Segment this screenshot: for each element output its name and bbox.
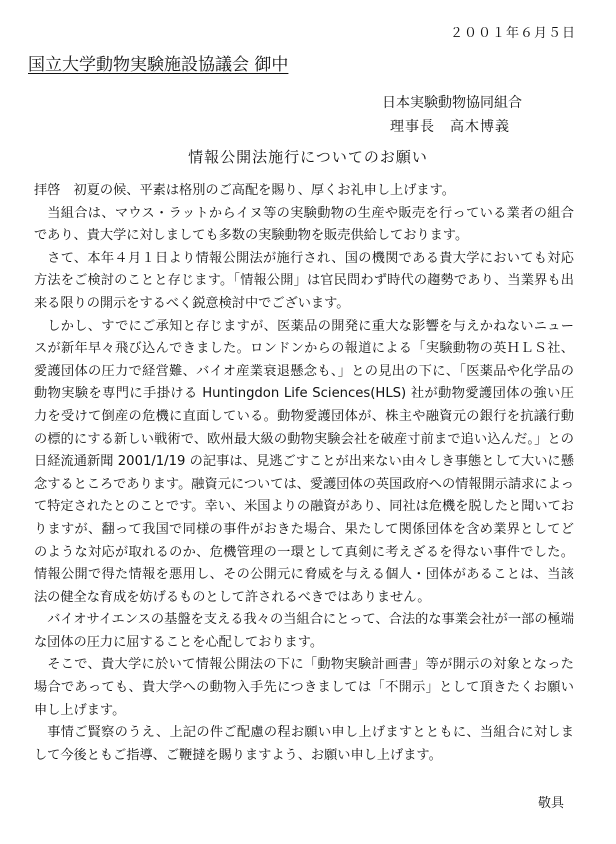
body-paragraph: 事情ご賢察のうえ、上記の件ご配慮の程お願い申し上げますとともに、当組合に対しまして今後ともご指導、ご鞭撻を賜りますよう、お願い申し上げます。: [34, 725, 574, 763]
letter-body: [34, 180, 574, 767]
letter-subject: 情報公開法施行についてのお願い: [188, 148, 428, 166]
letter-date: ２００１年６月５日: [449, 26, 576, 41]
letter-closing: 敬具: [537, 796, 564, 811]
body-paragraph: 拝啓 初夏の候、平素は格別のご高配を賜り、厚くお礼申し上げます。: [34, 183, 455, 198]
letter-addressee: 国立大学動物実験施設協議会 御中: [28, 55, 289, 75]
sender-title-name: 理事長 高木博義: [390, 119, 510, 135]
body-paragraph: しかし、すでにご承知と存じますが、医薬品の開発に重大な影響を与えかねないニュースが新年早々飛び込んできました。ロンドンからの報道による「実験動物の英ＨＬＳ社、愛護団体の圧力で経営難、バイオ産業衰退懸念も、」との見出の下に、「医薬品や化学品の動物実験を専門に手掛ける Huntingdon Life Sciences(HLS) 社が動物愛護団体の強い圧力を受けて倒産の危機に直面している。動物愛護団体が、株主や融資元の銀行を抗議行動の標的にする新しい戦術で、欧州最大級の動物実験会社を破産寸前まで追い込んだ。」との日経流通新聞 2001/1/19 の記事は、見逃ごすことが出来ない由々しき事態として大いに懸念するところであります。融資元については、愛護団体の英国政府への情報開示請求によって特定されたとのことです。幸い、米国よりの融資があり、同社は危機を脱したと聞いておりますが、翻って我国で同様の事件がおきた場合、果たして関係団体を含め業界としてどのような対応が取れるのか、危機管理の一環として真剣に考えざるを得ない事件でした。情報公開で得た情報を悪用し、その公開元に脅威を与える個人・団体があることは、当該法の健全な育成を妨げるものとして許されるべきではありません。: [34, 318, 574, 605]
body-paragraph: バイオサイエンスの基盤を支える我々の当組合にとって、合法的な事業会社が一部の極端な団体の圧力に屈することを心配しております。: [34, 612, 574, 650]
body-paragraph: 当組合は、マウス・ラットからイヌ等の実験動物の生産や販売を行っている業者の組合であり、貴大学に対しましても多数の実験動物を販売供給しております。: [34, 205, 574, 244]
sender-organization: 日本実験動物協同組合: [382, 95, 522, 111]
body-paragraph: さて、本年４月１日より情報公開法が施行され、国の機関である貴大学においても対応方法をご検討のことと存じます。「情報公開」は官民問わず時代の趨勢であり、当業界も出来る限りの開示をするべく鋭意検討中でございます。: [34, 250, 574, 311]
body-paragraph: そこで、貴大学に於いて情報公開法の下に「動物実験計画書」等が開示の対象となった場合であっても、貴大学への動物入手先につきましては「不開示」として頂きたくお願い申し上げます。: [34, 657, 574, 718]
